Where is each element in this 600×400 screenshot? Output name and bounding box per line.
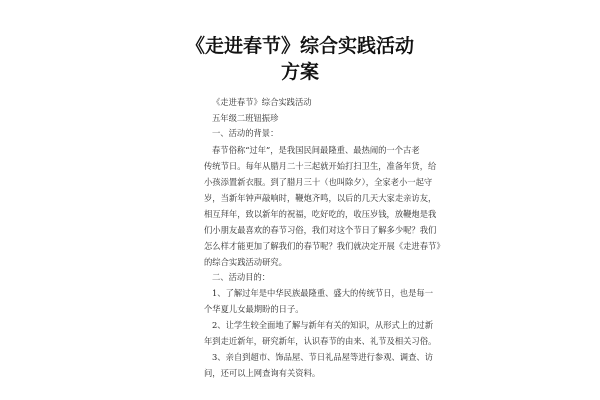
paragraph-line: 春节俗称“过年”，是我国民间最隆重、最热闹的一个古老 xyxy=(212,145,420,155)
goal-item-3-line-2: 问，还可以上网查询有关资料。 xyxy=(204,368,321,378)
goal-item-3-line-1: 3、亲自到超市、饰品屋、节日礼品屋等进行参观、调查、访 xyxy=(212,352,433,362)
document-title-line-2: 方案 xyxy=(280,61,319,83)
paragraph-line: 小孩添置新衣服。到了腊月三十（也叫除夕），全家老小一起守 xyxy=(204,177,433,187)
paragraph-line: 的综合实践活动研究。 xyxy=(204,257,287,267)
goal-item-2-line-1: 2、让学生较全面地了解与新年有关的知识，从形式上的过新 xyxy=(212,320,433,330)
paragraph-line: 岁，当新年钟声敲响时，鞭炮齐鸣，以后的几天大家走亲访友， xyxy=(204,193,437,203)
document-subtitle: 《走进春节》综合实践活动 xyxy=(212,97,312,107)
paragraph-line: 怎么样才能更加了解我们的春节呢？我们就决定开展《走进春节》 xyxy=(204,241,445,251)
paragraph-line: 传统节日。每年从腊月二十三起就开始打扫卫生，准备年货，给 xyxy=(204,161,437,171)
goal-item-2-line-2: 年到走近新年，研究新年，认识春节的由来、礼节及相关习俗。 xyxy=(204,336,437,346)
paragraph-line: 相互拜年，致以新年的祝福，吃好吃的，收压岁钱，放鞭炮是我 xyxy=(204,209,437,219)
document-author: 五年级二班钮振珍 xyxy=(212,113,279,123)
goal-item-1-line-2: 个华夏儿女最期盼的日子。 xyxy=(204,304,304,314)
section-heading-background: 一、活动的背景： xyxy=(212,128,279,138)
document-title-line-1: 《走进春节》综合实践活动 xyxy=(185,35,414,57)
paragraph-line: 们小朋友最喜欢的春节习俗，我们对这个节日了解多少呢？我们 xyxy=(204,225,437,235)
goal-item-1-line-1: 1、了解过年是中华民族最隆重、盛大的传统节日，也是每一 xyxy=(212,288,433,298)
section-heading-goals: 二、活动目的： xyxy=(212,272,271,282)
